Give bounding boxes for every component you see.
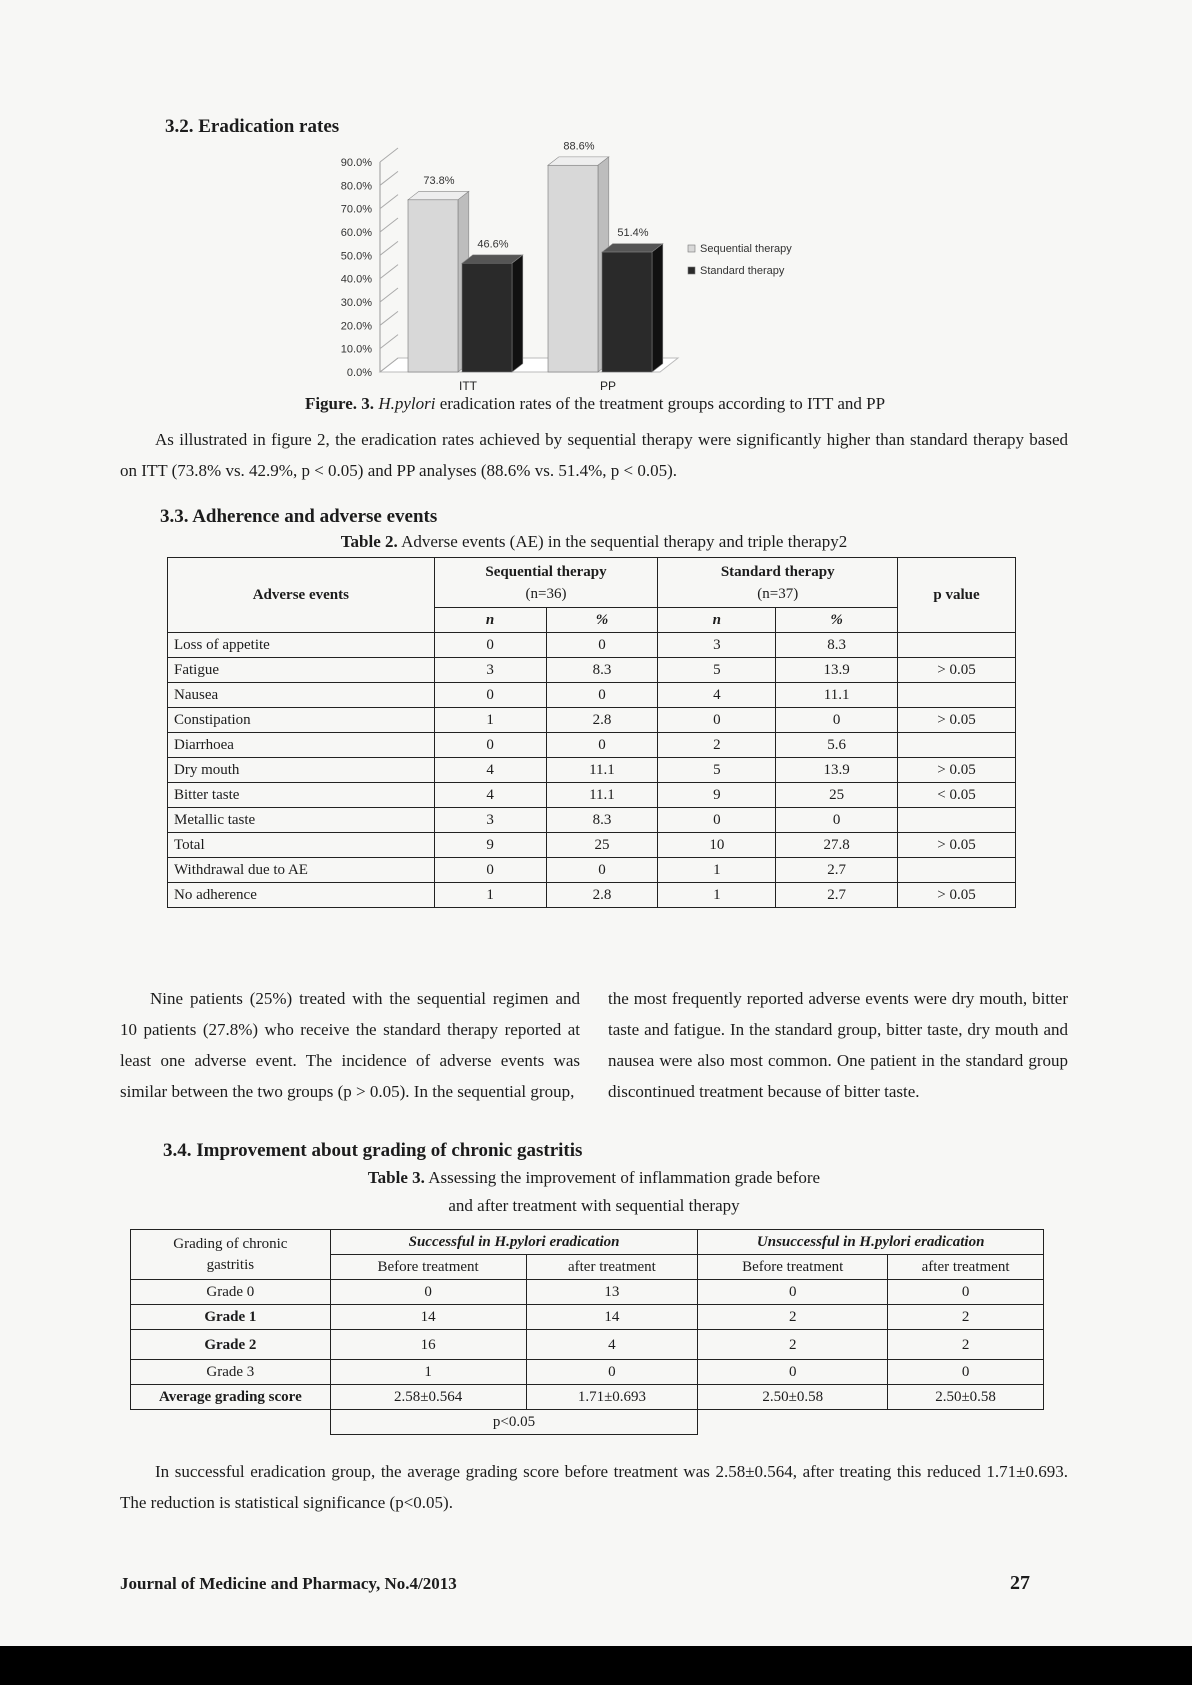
table-row: Diarrhoea 0 0 2 5.6	[168, 733, 1016, 758]
y-tick-label: 30.0%	[340, 297, 372, 309]
gridline	[380, 195, 398, 209]
figure-species: H.pylori	[378, 394, 436, 413]
y-tick-label: 50.0%	[340, 250, 372, 263]
gridline	[380, 265, 398, 279]
page-number: 27	[1010, 1572, 1030, 1594]
header-std-n: n	[658, 608, 776, 633]
header-unsucc-before: Before treatment	[698, 1255, 888, 1280]
data-label: 51.4%	[617, 227, 649, 240]
y-tick-label: 0.0%	[346, 367, 372, 379]
header-grading: Grading of chronic gastritis	[131, 1230, 331, 1280]
y-tick-label: 40.0%	[340, 273, 372, 286]
paragraph-left-column: Nine patients (25%) treated with the sequential regimen and 10 patients (27.8%) who receive the standard therapy reported at least one adverse event. The incidence of adverse events was similar between the two groups (p > 0.05). In the sequential group,	[120, 989, 580, 1101]
scan-bottom-edge	[0, 1646, 1192, 1685]
paragraph-right-column: the most frequently reported adverse events were dry mouth, bitter taste and fatigue. In the standard group, bitter taste, dry mouth and nausea were also most common. One patient in the standard group discontinued treatment because of bitter taste.	[608, 989, 1068, 1101]
table-row: Nausea 0 0 4 11.1	[168, 683, 1016, 708]
header-unsucc-after: after treatment	[888, 1255, 1044, 1280]
x-tick-label: ITT	[459, 379, 477, 390]
table-3-caption-line2: and after treatment with sequential therapy	[448, 1196, 740, 1215]
header-unsuccessful: Unsuccessful in H.pylori eradication	[698, 1230, 1044, 1255]
y-tick-label: 80.0%	[340, 180, 372, 193]
bar	[462, 263, 512, 372]
eradication-bar-chart	[300, 132, 830, 390]
bar	[548, 165, 598, 372]
y-tick-label: 90.0%	[340, 157, 372, 169]
data-label: 73.8%	[423, 174, 455, 187]
y-tick-label: 60.0%	[340, 227, 372, 239]
table-row: Constipation 1 2.8 0 0 > 0.05	[168, 708, 1016, 733]
header-succ-before: Before treatment	[330, 1255, 526, 1280]
figure-3-caption	[120, 394, 1070, 414]
table-3-caption-line1: Assessing the improvement of inflammation grade before	[428, 1168, 821, 1187]
table-row: Average grading score 2.58±0.564 1.71±0.693 2.50±0.58 2.50±0.58	[131, 1385, 1044, 1410]
bar-side	[652, 244, 663, 372]
legend-swatch	[688, 267, 695, 274]
header-standard: Standard therapy (n=37)	[658, 558, 898, 608]
gridline	[380, 218, 398, 232]
table-row: Withdrawal due to AE 0 0 1 2.7	[168, 858, 1016, 883]
paragraph-final: In successful eradication group, the average grading score before treatment was 2.58±0.564, after treating this reduced 1.71±0.693. The reduction is statistical significance (p<0.05).	[120, 1462, 1068, 1512]
bar-side	[512, 255, 523, 372]
table-row: Total 9 25 10 27.8 > 0.05	[168, 833, 1016, 858]
table-row: Grade 3 1 0 0 0	[131, 1360, 1044, 1385]
table-row: Dry mouth 4 11.1 5 13.9 > 0.05	[168, 758, 1016, 783]
table-row: Metallic taste 3 8.3 0 0	[168, 808, 1016, 833]
table-2-label: Table 2.	[340, 532, 398, 551]
section-heading-3-3: 3.3. Adherence and adverse events	[160, 506, 438, 527]
table-row	[131, 1410, 1044, 1435]
table-row: Bitter taste 4 11.1 9 25 < 0.05	[168, 783, 1016, 808]
data-label: 88.6%	[563, 140, 595, 153]
figure-label: Figure. 3.	[304, 394, 375, 413]
gridline	[380, 311, 398, 325]
header-seq-n: n	[434, 608, 546, 633]
figure-text: eradication rates of the treatment groups according to ITT and PP	[439, 394, 886, 413]
y-tick-label: 10.0%	[340, 343, 372, 356]
table-3-caption	[120, 1168, 1068, 1188]
header-seq-pct: %	[546, 608, 658, 633]
header-adverse-events: Adverse events	[168, 558, 435, 633]
table-2-caption-text: Adverse events (AE) in the sequential therapy and triple therapy2	[401, 532, 848, 551]
header-p-value: p value	[898, 558, 1016, 633]
y-tick-label: 20.0%	[340, 320, 372, 333]
x-tick-label: PP	[599, 379, 617, 390]
gridline	[380, 148, 398, 162]
table-2-caption	[120, 532, 1068, 552]
data-label: 46.6%	[477, 238, 509, 251]
table-adverse-events	[167, 557, 1016, 908]
table-row: Fatigue 3 8.3 5 13.9 > 0.05	[168, 658, 1016, 683]
bar	[408, 200, 458, 372]
table-gastritis-grading	[130, 1229, 1044, 1435]
header-succ-after: after treatment	[526, 1255, 698, 1280]
paragraph-eradication: As illustrated in figure 2, the eradication rates achieved by sequential therapy were significantly higher than standard therapy based on ITT (73.8% vs. 42.9%, p < 0.05) and PP analyses (88.6% vs. 51.4%, p < 0.05).	[120, 430, 1068, 480]
table-row: Grade 0 0 13 0 0	[131, 1280, 1044, 1305]
table-row: Grade 1 14 14 2 2	[131, 1305, 1044, 1330]
gridline	[380, 335, 398, 349]
gridline	[380, 171, 398, 185]
bar	[602, 252, 652, 372]
table-3-p-value: p<0.05	[330, 1410, 698, 1435]
legend-label: Standard therapy	[700, 265, 785, 277]
table-row: Loss of appetite 0 0 3 8.3	[168, 633, 1016, 658]
table-row: Grade 2 16 4 2 2	[131, 1330, 1044, 1360]
header-successful: Successful in H.pylori eradication	[330, 1230, 698, 1255]
journal-footer: Journal of Medicine and Pharmacy, No.4/2013	[120, 1574, 457, 1593]
header-std-pct: %	[776, 608, 898, 633]
gridline	[380, 241, 398, 255]
legend-label: Sequential therapy	[700, 243, 792, 255]
section-heading-3-2: 3.2. Eradication rates	[165, 116, 340, 137]
section-heading-3-4: 3.4. Improvement about grading of chronic gastritis	[163, 1140, 583, 1161]
y-tick-label: 70.0%	[340, 203, 372, 216]
header-sequential: Sequential therapy (n=36)	[434, 558, 658, 608]
gridline	[380, 288, 398, 302]
table-row: No adherence 1 2.8 1 2.7 > 0.05	[168, 883, 1016, 908]
table-3-label: Table 3.	[367, 1168, 425, 1187]
legend-swatch	[688, 245, 695, 252]
